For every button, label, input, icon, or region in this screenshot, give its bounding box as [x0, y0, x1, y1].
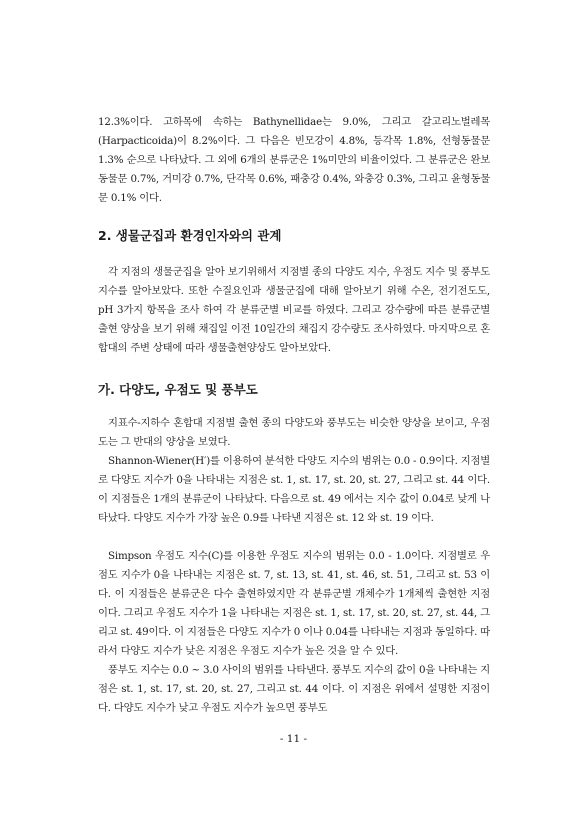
paragraph-dominance-index: Simpson 우점도 지수(C)를 이용한 우점도 지수의 범위는 0.0 - 1.0이다. 지점별로 우점도 지수가 0을 나타내는 지점은 st. 7, st. 13, st. 41, st. 46, st. 51, 그리고 st. 53 이다. 이 지점들은 분류군은 다수 출현하였지만 각 분류군별 개체수가 1개체씩 출현한 지점이다. 그리고 우점도 지수가 1을 나타내는 지점은 st. 1, st. 17, st. 20, st. 27, st. 44, 그리고 st. 49이다. 이 지점들은 다양도 지수가 0 이나 0.04를 나타내는 지점과 동일하다. 따라서 다양도 지수가 낮은 지점은 우점도 지수가 높은 것을 알 수 있다. — [98, 550, 490, 658]
paragraph-richness-index: 풍부도 지수는 0.0 ~ 3.0 사이의 범위를 나타낸다. 풍부도 지수의 값이 0을 나타내는 지점은 st. 1, st. 17, st. 20, st. 27, 그리고 st. 44 이다. 이 지점은 위에서 설명한 지점이다. 다양도 지수가 낮고 우점도 지수가 높으면 풍부도 — [98, 664, 490, 715]
page-number: - 11 - — [279, 733, 308, 745]
paragraph-taxa-composition: 12.3%이다. 고하목에 속하는 Bathynellidae는 9.0%, 그리고 갈고리노벌레목(Harpacticoida)이 8.2%이다. 그 다음은 빈모강이 4.8%, 등각목 1.8%, 선형동물문 1.3% 순으로 나타났다. 그 외에 6개의 분류군은 1%미만의 비율이었다. 그 분류군은 완보동물문 0.7%, 거미강 0.7%, 단각목 0.6%, 패충강 0.4%, 와충강 0.3%, 그리고 윤형동물문 0.1% 이다. — [98, 116, 490, 205]
section-heading: 2. 생물군집과 환경인자와의 관계 — [98, 228, 282, 243]
paragraph-overview: 지표수-지하수 혼합대 지점별 출현 종의 다양도와 풍부도는 비슷한 양상을 보이고, 우점도는 그 반대의 양상을 보였다. — [98, 417, 490, 449]
subsection-heading: 가. 다양도, 우점도 및 풍부도 — [98, 382, 258, 397]
paragraph-methods: 각 지점의 생물군집을 알아 보기위해서 지점별 종의 다양도 지수, 우점도 지수 및 풍부도 지수를 알아보았다. 또한 수질요인과 생물군집에 대해 알아보기 위해 수온, 전기전도도, pH 3가지 항목을 조사 하여 각 분류군별 비교를 하였다. 그리고 강수량에 따른 분류군별 출현 양상을 보기 위해 채집일 이전 10일간의 채집지 강수량도 조사하였다. 마지막으로 혼합대의 주변 상태에 따라 생물출현양상도 알아보았다. — [98, 266, 490, 355]
paragraph-diversity-index: Shannon-Wiener(H′)를 이용하여 분석한 다양도 지수의 범위는 0.0 - 0.9이다. 지점별로 다양도 지수가 0을 나타내는 지점은 st. 1, st. 17, st. 20, st. 27, 그리고 st. 44 이다. 이 지점들은 1개의 분류군이 나타났다. 다음으로 st. 49 에서는 지수 값이 0.04로 낮게 나타났다. 다양도 지수가 가장 높은 0.9를 나타낸 지점은 st. 12 와 st. 19 이다. — [98, 455, 491, 525]
